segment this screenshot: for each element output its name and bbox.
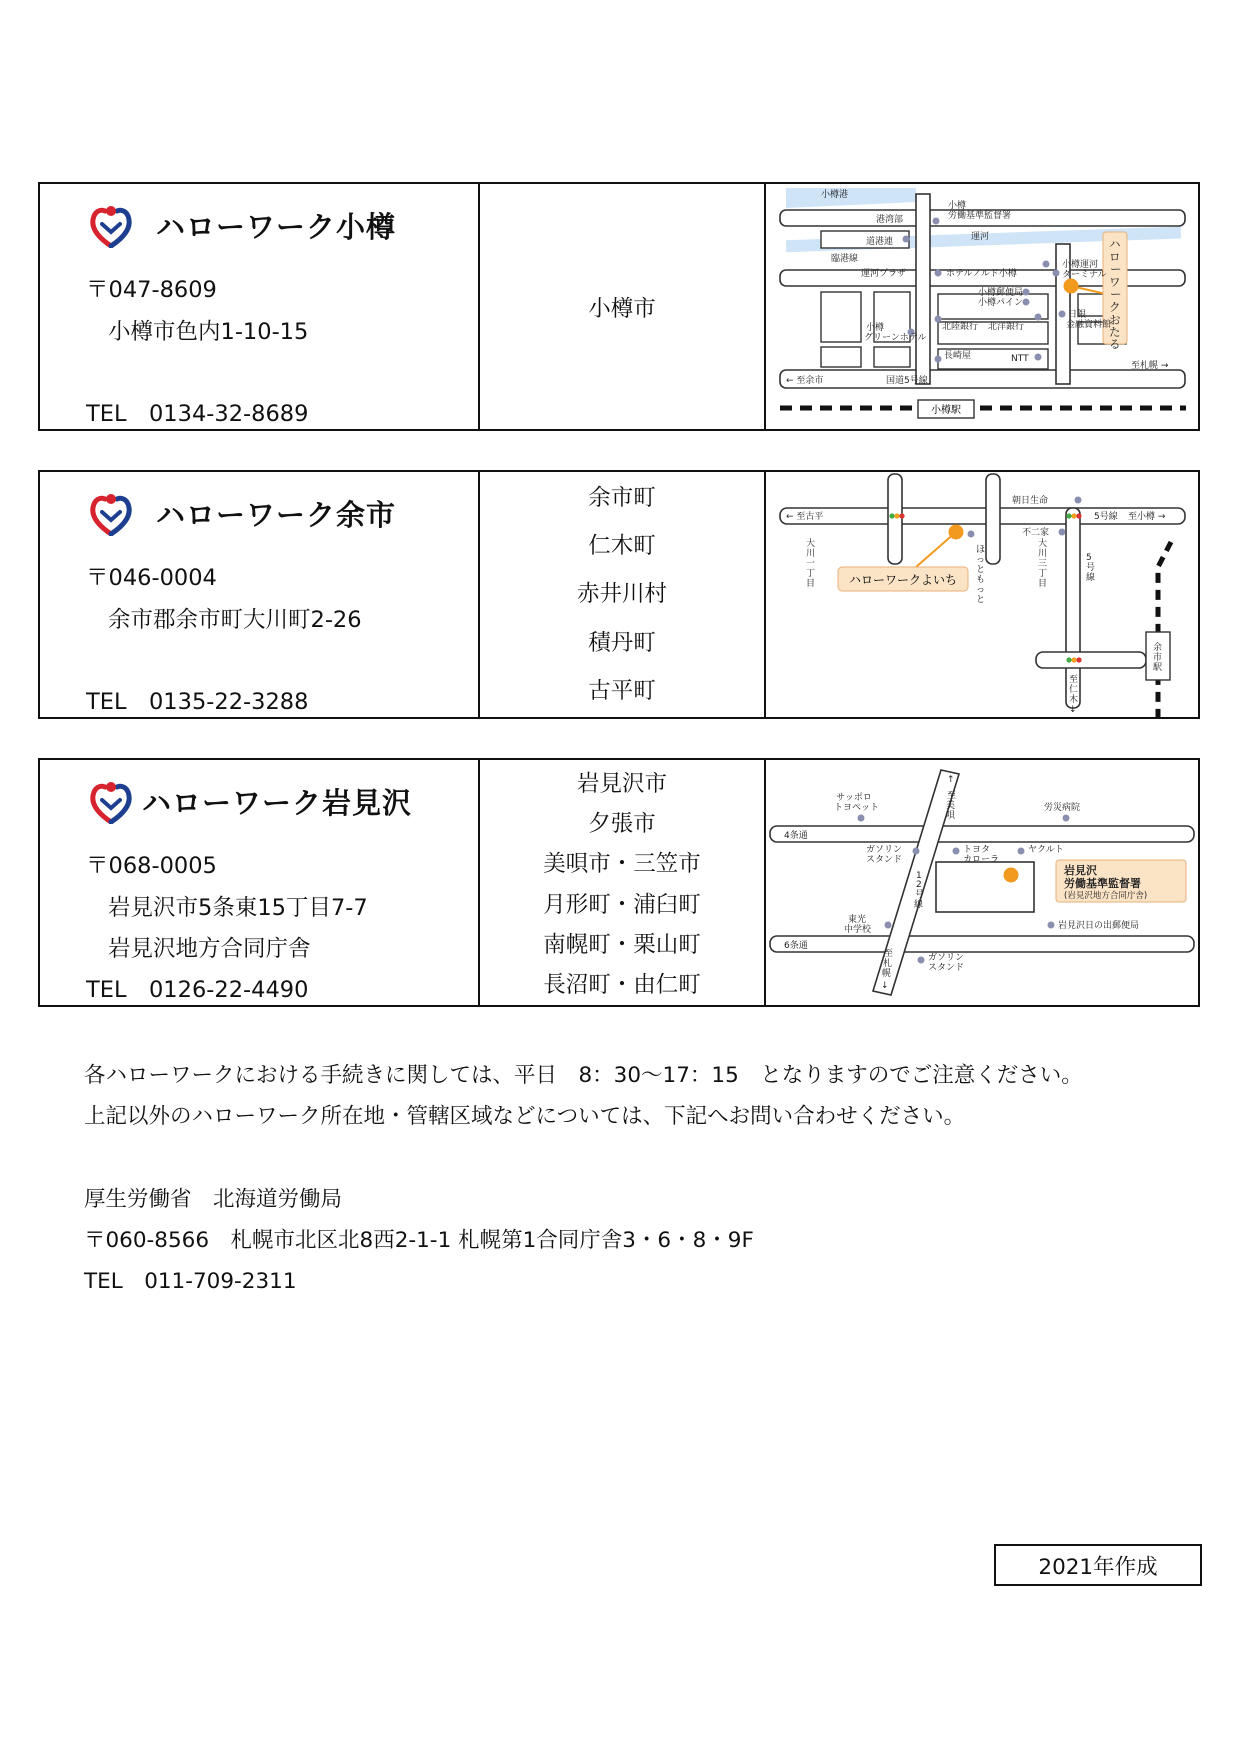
svg-text:余市駅: 余市駅: [1153, 643, 1163, 673]
jurisdiction-item: 岩見沢市: [576, 771, 667, 798]
map-label: 小樽郵便局: [978, 288, 1024, 298]
map-label: 岩見沢日の出郵便局: [1058, 921, 1140, 931]
map-label: 長崎屋: [944, 351, 972, 361]
map-label: 港湾部: [876, 215, 904, 225]
map-label: 小樽港: [821, 190, 849, 200]
hellowork-logo-icon: [88, 778, 134, 824]
map-label: ← 至古平: [786, 512, 824, 522]
map-label: 至小樽 →: [1128, 512, 1166, 522]
jurisdiction-item: 長沼町・由仁町: [543, 971, 701, 998]
map-label: 小樽パイン: [978, 298, 1024, 308]
map-label: 東光: [848, 915, 867, 925]
hellowork-logo-icon: [88, 490, 134, 536]
office-name: ハローワーク小樽: [156, 209, 397, 244]
map-yoichi: [766, 472, 1198, 717]
map-label: 金融資料館: [1066, 320, 1112, 330]
office-otaru: [38, 182, 1200, 431]
map-label: 至札幌 →: [1131, 361, 1169, 371]
map-label: ターミナル: [1062, 270, 1107, 280]
map-label: 小樽: [948, 201, 967, 211]
hellowork-logo-icon: [88, 202, 134, 248]
svg-text:至仁木↓: 至仁木↓: [1069, 675, 1079, 715]
map-label: 小樽運河: [1062, 260, 1099, 270]
office-info: [40, 472, 480, 717]
svg-text:大川三丁目: 大川三丁目: [1038, 539, 1048, 589]
svg-text:↑至美唄: ↑至美唄: [946, 775, 957, 821]
contact-address: 〒060-8566 札幌市北区北8西2-1-1 札幌第1合同庁舎3・6・8・9F: [84, 1228, 754, 1253]
map-label: 労働基準監督署: [948, 211, 1012, 221]
map-label: 小樽駅: [931, 405, 961, 416]
office-name: ハローワーク岩見沢: [142, 785, 413, 820]
office-title: [88, 202, 396, 248]
map-label: 朝日生命: [1012, 496, 1049, 506]
map-label: 日銀: [1068, 310, 1087, 320]
contact-phone: TEL 011-709-2311: [84, 1269, 297, 1294]
office-yoichi: [38, 470, 1200, 719]
map-iwamizawa: [766, 760, 1198, 1005]
jurisdiction-item: 夕張市: [588, 811, 656, 838]
phone: TEL 0126-22-4490: [86, 977, 309, 1003]
map-otaru: [766, 184, 1198, 429]
office-iwamizawa: [38, 758, 1200, 1007]
map-label: 労災病院: [1044, 803, 1081, 813]
svg-text:12号線: 1 2 号線: [914, 871, 925, 910]
map-label: 運河プラザ: [861, 269, 907, 279]
svg-text:労働基準監督署: 労働基準監督署: [1064, 877, 1141, 890]
map-label: NTT: [1011, 354, 1029, 364]
postal-code: 〒047-8609: [86, 277, 217, 303]
jurisdiction: [480, 472, 766, 717]
jurisdiction-item: 余市町: [588, 485, 656, 512]
map-yoichi-svg: [766, 472, 1198, 717]
map-label: ホテルノルド小樽: [946, 269, 1017, 279]
address: 小樽市色内1-10-15: [108, 319, 309, 345]
map-label: 5号線: [1094, 512, 1118, 522]
map-label: 道港連: [866, 237, 894, 247]
jurisdiction-item: 南幌町・栗山町: [543, 931, 701, 958]
map-label: 北洋銀行: [988, 322, 1025, 332]
jurisdiction-item: 月形町・浦臼町: [543, 891, 701, 918]
svg-text:ほっともっと: ほっともっと: [976, 545, 986, 605]
map-label: 国道5号線: [886, 376, 928, 386]
office-info: [40, 184, 480, 429]
map-label: ← 至余市: [786, 376, 824, 386]
postal-code: 〒046-0004: [86, 565, 217, 591]
svg-text:至札幌↓: 至札幌↓: [881, 949, 894, 991]
map-label: スタンド: [928, 963, 965, 973]
address: 余市郡余市町大川町2-26: [108, 607, 362, 633]
map-label: ガソリン: [866, 845, 903, 855]
office-title: [88, 490, 396, 536]
office-name: ハローワーク余市: [156, 497, 397, 532]
map-label: ヤクルト: [1028, 845, 1064, 855]
svg-text:岩見沢: 岩見沢: [1064, 864, 1097, 877]
hours-note: 各ハローワークにおける手続きに関しては、平日 8：30～17：15 となりますのでご注意ください。: [84, 1063, 1083, 1088]
map-label: 臨港線: [831, 254, 859, 264]
jurisdiction-item: 古平町: [588, 677, 656, 704]
svg-text:5号線: 5 号線: [1086, 553, 1096, 583]
map-label: 運河: [971, 232, 990, 242]
inquiry-note: 上記以外のハローワーク所在地・管轄区域などについては、下記へお問い合わせください。: [84, 1104, 966, 1129]
jurisdiction-item: 赤井川村: [576, 581, 667, 608]
map-label: トヨタ: [963, 845, 991, 855]
map-label: ガソリン: [928, 953, 965, 963]
map-iwamizawa-svg: [766, 760, 1198, 1005]
jurisdiction-item: 仁木町: [588, 533, 656, 560]
jurisdiction-item: 小樽市: [588, 295, 656, 322]
svg-text:大川一丁目: 大川一丁目: [806, 539, 816, 589]
address-building: 岩見沢地方合同庁舎: [108, 936, 311, 962]
phone: TEL 0134-32-8689: [86, 401, 309, 427]
address: 岩見沢市5条東15丁目7-7: [108, 895, 368, 921]
map-label: 4条通: [784, 831, 808, 841]
map-label: 北陸銀行: [942, 322, 979, 332]
postal-code: 〒068-0005: [86, 853, 217, 879]
jurisdiction: [480, 760, 766, 1005]
map-label: 不二家: [1022, 528, 1050, 538]
map-label: 中学校: [844, 925, 872, 935]
map-otaru-svg: [766, 184, 1198, 429]
map-label: サッポロ: [836, 793, 872, 803]
svg-text:(岩見沢地方合同庁舎): (岩見沢地方合同庁舎): [1064, 891, 1148, 901]
creation-year: 2021年作成: [994, 1544, 1202, 1586]
map-label: トヨペット: [834, 803, 880, 813]
jurisdiction: [480, 184, 766, 429]
map-label: スタンド: [866, 855, 903, 865]
map-label: カローラ: [963, 855, 1000, 865]
contact-org: 厚生労働省 北海道労働局: [84, 1187, 343, 1212]
jurisdiction-item: 美唄市・三笠市: [543, 851, 701, 878]
phone: TEL 0135-22-3288: [86, 689, 309, 715]
jurisdiction-item: 積丹町: [588, 629, 656, 656]
office-title: [88, 778, 412, 824]
office-info: [40, 760, 480, 1005]
map-label: グリーンホテル: [864, 333, 927, 343]
map-callout: ハロー ワーク おたる: [1109, 237, 1122, 351]
map-label: 小樽: [866, 323, 885, 333]
map-callout: ハローワークよいち: [848, 573, 958, 587]
map-label: 6条通: [784, 941, 808, 951]
